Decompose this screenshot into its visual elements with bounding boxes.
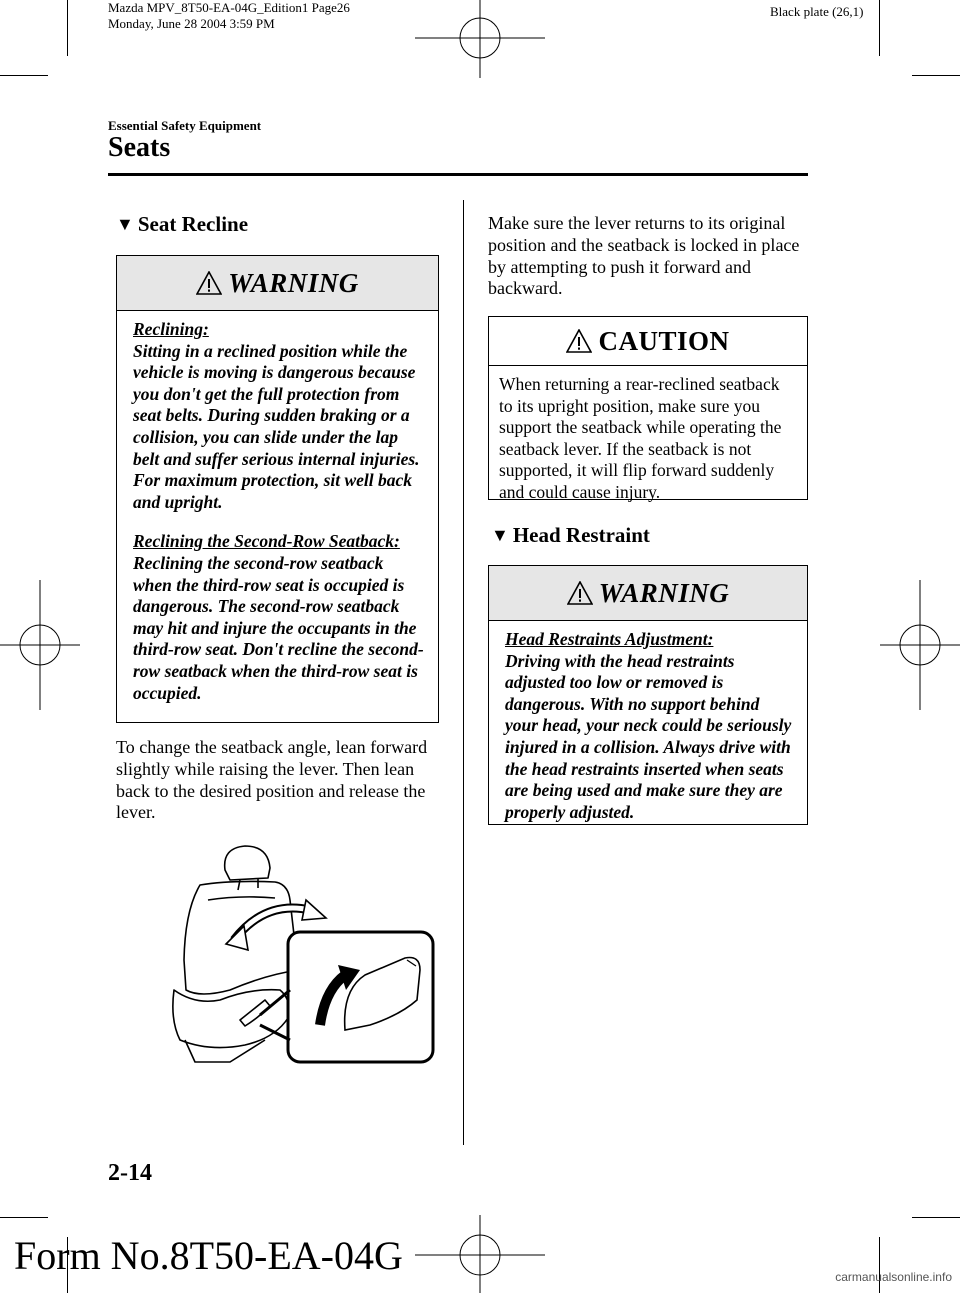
- caution-header: [489, 317, 807, 366]
- warning-triangle-icon: [567, 581, 593, 605]
- warning-body: [117, 311, 438, 714]
- warning-text: Driving with the head restraints adjusted too low or removed is dangerous. With no support behind your head, your neck could be seriously injured in a collision. Always drive with the head restraints inserted when seats are being used and make sure they are properly adjusted.: [505, 650, 792, 822]
- form-number: Form No.8T50-EA-04G: [14, 1233, 403, 1278]
- crop-mark: [0, 75, 48, 76]
- registration-mark-top: [415, 0, 545, 78]
- heading-text: Head Restraint: [512, 523, 650, 547]
- heading-text: Seat Recline: [137, 212, 249, 236]
- seat-recline-heading: [116, 212, 248, 237]
- warning-box-head-restraint: [488, 565, 808, 825]
- crop-mark: [912, 75, 960, 76]
- triangle-down-icon: ▼: [491, 525, 509, 545]
- lever-check-text: Make sure the lever returns to its original position and the seatback is locked in place by attempting to push it forward and backward.: [488, 213, 800, 299]
- plate-label: Black plate (26,1): [770, 4, 864, 19]
- warning-text: Reclining the second-row seatback when the third-row seat is occupied is dangerous. The second-row seatback may hit and injure the occupants in the third-row seat. Don't recline the second-row seatback when the third-row seat is occupied.: [133, 552, 424, 703]
- warning-box-recline: [116, 255, 439, 723]
- warning-header: [489, 566, 807, 621]
- seat-recline-illustration: [170, 840, 435, 1065]
- registration-mark-left: [0, 580, 80, 710]
- registration-mark-right: [880, 580, 960, 710]
- warning-subhead: Head Restraints Adjustment:: [505, 629, 714, 649]
- recline-instruction: To change the seatback angle, lean forward slightly while raising the lever. Then lean back to the desired position and release the lever.: [116, 737, 428, 823]
- section-label: Essential Safety Equipment: [108, 118, 262, 133]
- registration-mark-bottom: [415, 1215, 545, 1293]
- warning-header: [117, 256, 438, 311]
- caution-body: When returning a rear-reclined seatback to its upright position, make sure you support the seatback while operating the seatback lever. If the seatback is not supported, it will flip forward suddenly and could cause injury.: [499, 374, 782, 502]
- page-title: Seats: [108, 132, 171, 163]
- warning-subhead: Reclining the Second-Row Seatback:: [133, 531, 400, 552]
- column-divider: [463, 200, 464, 1145]
- crop-mark: [0, 1217, 48, 1218]
- warning-subhead: Reclining:: [133, 319, 209, 339]
- watermark: carmanualsonline.info: [835, 1270, 952, 1284]
- file-name-line: Mazda MPV_8T50-EA-04G_Edition1 Page26: [108, 0, 350, 15]
- warning-body: [489, 621, 807, 833]
- triangle-down-icon: ▼: [116, 214, 134, 234]
- head-restraint-heading: [491, 523, 650, 548]
- warning-title: WARNING: [228, 267, 359, 298]
- caution-box: [488, 316, 808, 500]
- crop-mark: [879, 1237, 880, 1293]
- crop-mark: [879, 0, 880, 56]
- warning-triangle-icon: [566, 329, 592, 353]
- file-info: [108, 0, 350, 32]
- warning-text: Sitting in a reclined position while the vehicle is moving is dangerous because you don't get the full protection from seat belts. During sudden braking or a collision, you can slide under the lap belt and suffer serious internal injuries. For maximum protection, sit well back and upright.: [133, 340, 420, 512]
- caution-title: CAUTION: [598, 325, 730, 356]
- crop-mark: [67, 0, 68, 56]
- date-line: Monday, June 28 2004 3:59 PM: [108, 16, 275, 31]
- warning-title: WARNING: [598, 577, 730, 608]
- warning-triangle-icon: [196, 271, 222, 295]
- crop-mark: [912, 1217, 960, 1218]
- page-number: 2-14: [108, 1160, 152, 1186]
- title-divider: [108, 173, 808, 176]
